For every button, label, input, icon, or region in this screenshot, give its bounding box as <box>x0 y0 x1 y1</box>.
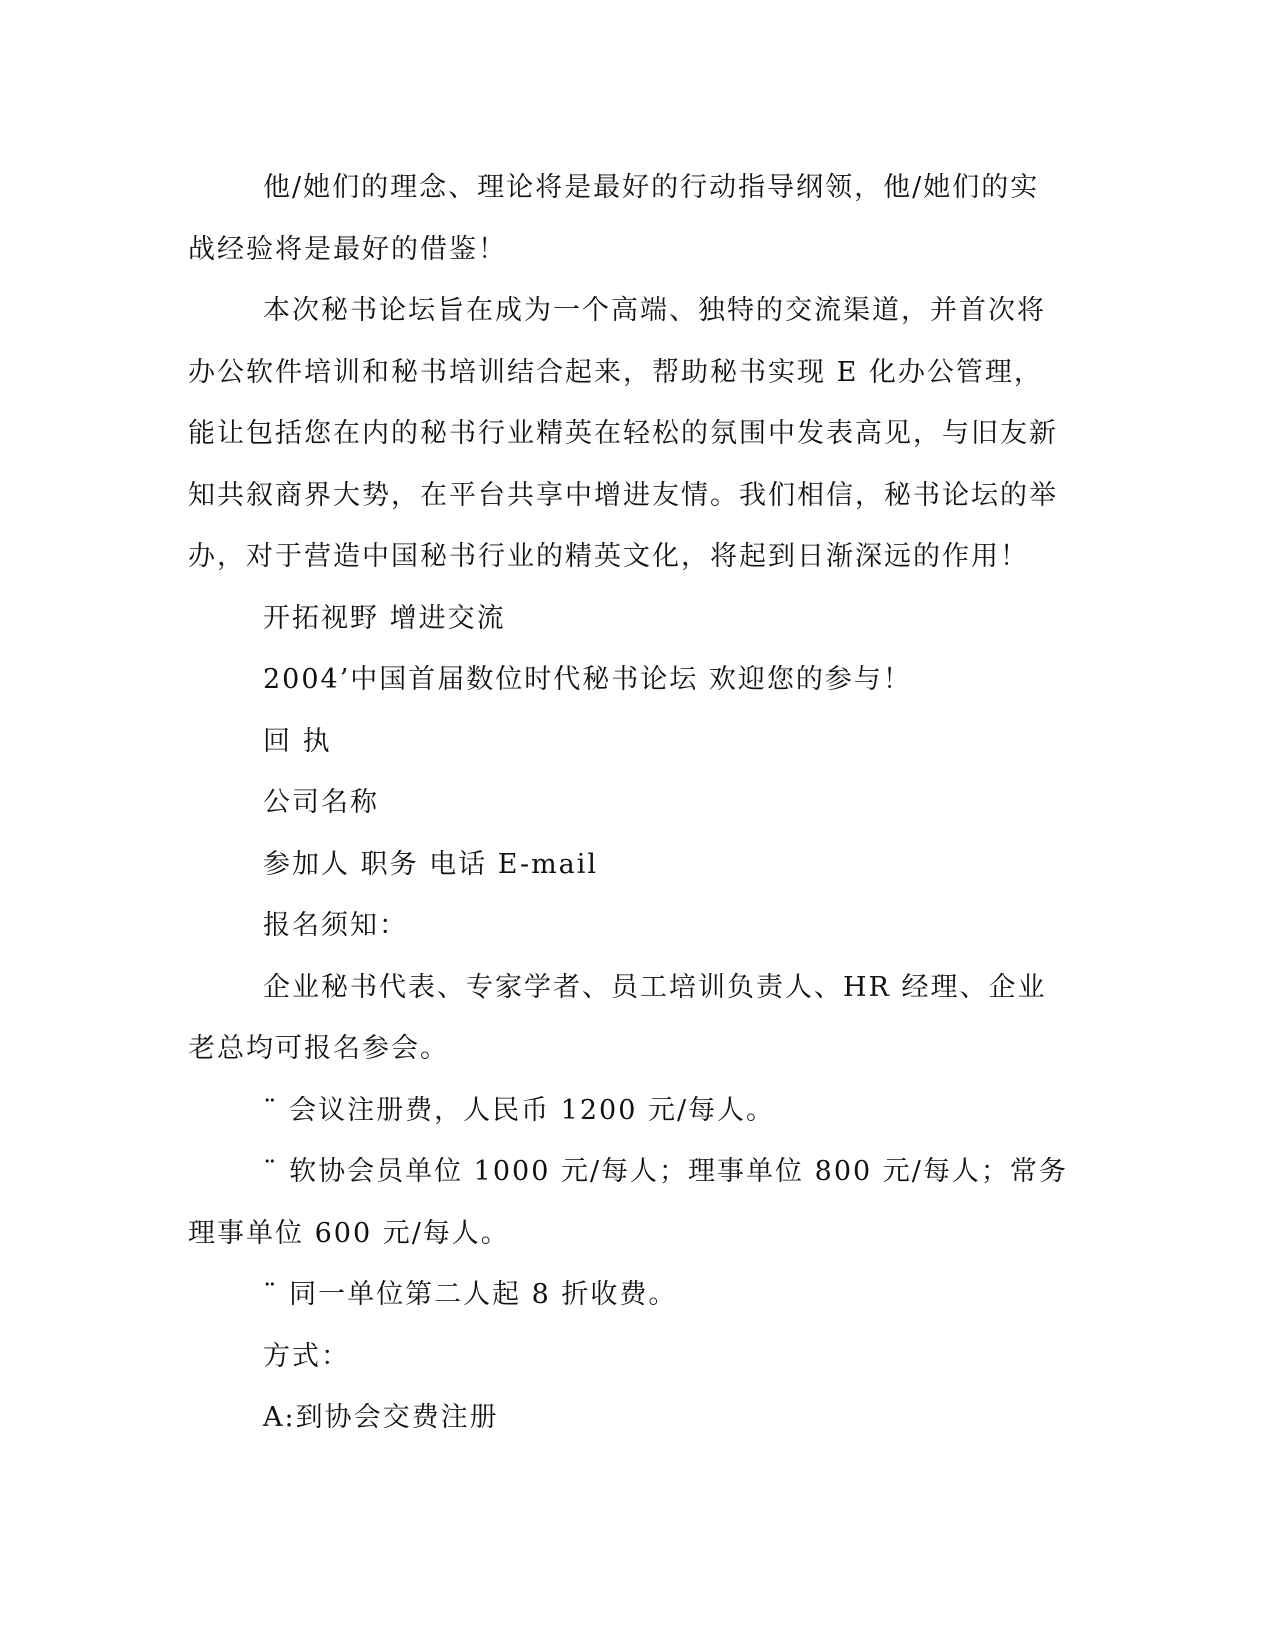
payment-method-a: A:到协会交费注册 <box>263 1402 499 1433</box>
attendee-fields-label: 参加人 职务 电话 E-mail <box>263 848 599 880</box>
registration-notice-heading: 报名须知： <box>263 910 408 941</box>
paragraph-welcome: 2004’中国首届数位时代秘书论坛 欢迎您的参与！ <box>263 664 912 695</box>
receipt-heading: 回 执 <box>263 725 332 757</box>
payment-method-heading: 方式： <box>263 1340 350 1372</box>
fee-item-standard: ¨ 会议注册费，人民币 1200 元/每人。 <box>263 1094 776 1126</box>
document-body <box>188 157 1068 1449</box>
paragraph-slogan: 开拓视野 增进交流 <box>263 602 506 634</box>
fee-item-members: ¨ 软协会员单位 1000 元/每人；理事单位 800 元/每人；常务理事单位 600 元/每人。 <box>188 1156 1068 1249</box>
paragraph-philosophy: 他/她们的理念、理论将是最好的行动指导纲领，他/她们的实战经验将是最好的借鉴！ <box>188 172 1040 265</box>
eligible-attendees: 企业秘书代表、专家学者、员工培训负责人、HR 经理、企业老总均可报名参会。 <box>188 971 1047 1064</box>
paragraph-forum-purpose: 本次秘书论坛旨在成为一个高端、独特的交流渠道，并首次将办公软件培训和秘书培训结合起来，帮助秘书实现 E 化办公管理，能让包括您在内的秘书行业精英在轻松的氛围中发表高见，与旧友新知共叙商界大势，在平台共享中增进友情。我们相信，秘书论坛的举办，对于营造中国秘书行业的精英文化，将起到日渐深远的作用！ <box>188 295 1058 572</box>
company-name-label: 公司名称 <box>263 787 379 818</box>
fee-item-discount: ¨ 同一单位第二人起 8 折收费。 <box>263 1279 678 1310</box>
